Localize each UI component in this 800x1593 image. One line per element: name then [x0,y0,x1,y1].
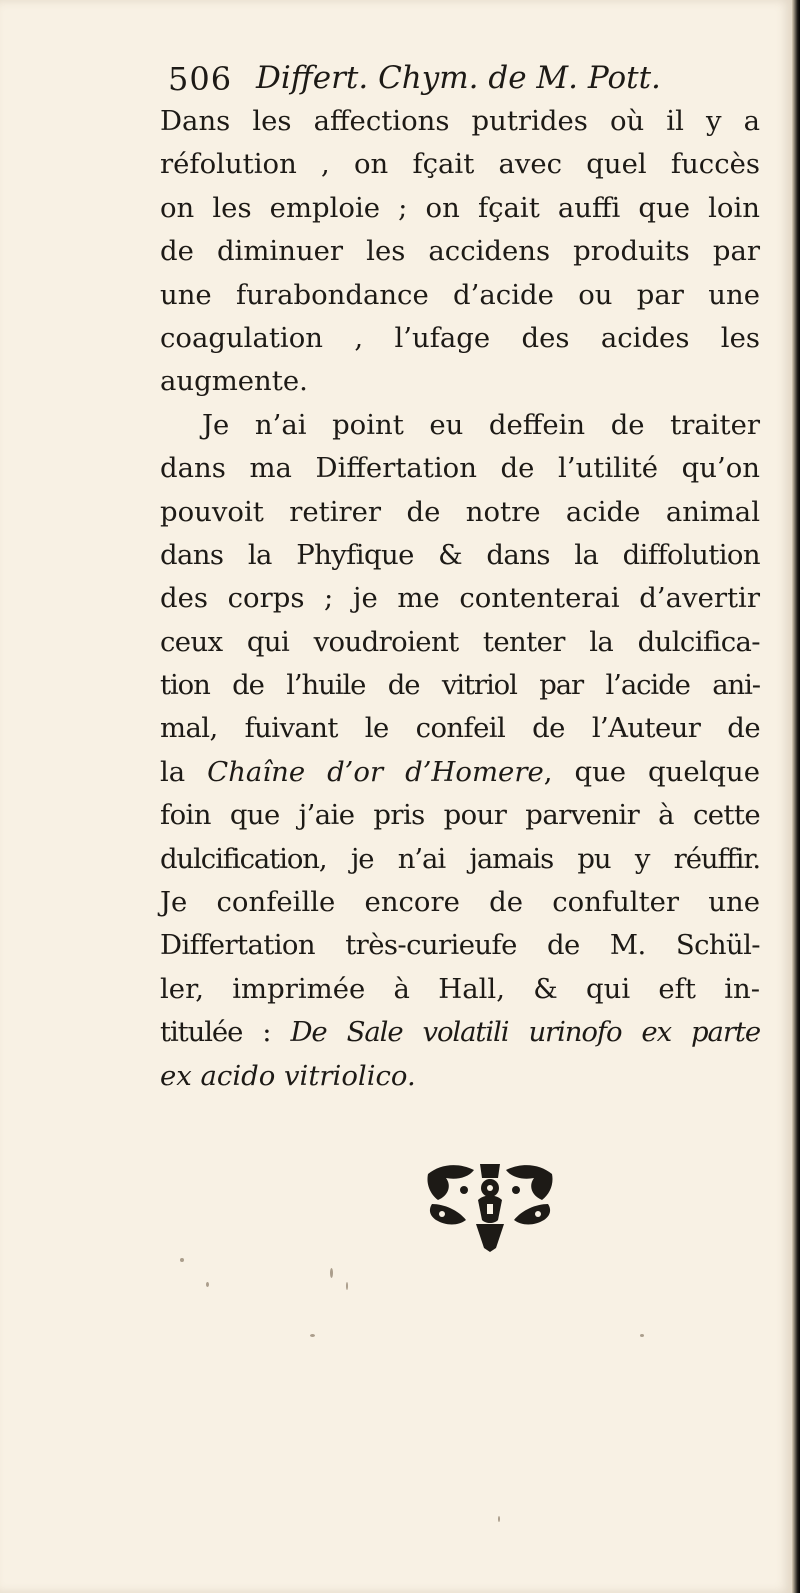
text-line: dans ma Differtation de l’utilité qu’on [160,452,760,485]
text-line: augmente. [160,365,308,398]
text-line [160,751,760,794]
text-line: foin que j’aie pris pour parvenir à cette [160,799,760,832]
text-line: une furabondance d’acide ou par une [160,278,760,311]
paper-speck [346,1282,348,1290]
text-line: ex acido vitriolico. [160,1059,416,1092]
page-number: 506 [168,60,233,98]
text-line: dulcification, je n’ai jamais pu y réuffir. [160,842,760,875]
text-line: réfolution , on fçait avec quel fuccès [160,148,760,181]
italic-title-chaine: Chaîne d’or d’Homere [207,755,544,788]
text-line: pouvoit retirer de notre acide animal [160,495,760,528]
text-line: de diminuer les accidens produits par [160,235,760,268]
text-line: Dans les affections putrides où il y a [160,105,760,137]
text-segment: titulée : [160,1016,291,1049]
text-line: on les emploie ; on fçait auffi que loin [160,191,760,224]
text-line: Je confeille encore de confulter une [160,886,760,919]
text-line: dans la Phyfique & dans la diffolution [160,538,760,571]
paper-speck [498,1516,500,1522]
text-line [160,1011,760,1054]
page-edge [792,0,800,1593]
body-text [160,100,760,1098]
paper-speck [330,1268,333,1278]
page-header [168,58,728,102]
text-line: tion de l’huile de vitriol par l’acide ani- [160,669,760,702]
printers-ornament-icon [418,1160,562,1252]
text-line: ler, imprimée à Hall, & qui eft in- [160,972,760,1005]
paper-speck [310,1334,315,1337]
text-line: ceux qui voudroient tenter la dulcifica- [160,625,760,658]
text-line: mal, fuivant le confeil de l’Auteur de [160,712,760,745]
running-title: Differt. Chym. de M. Pott. [256,60,661,96]
italic-latin-title: De Sale volatili urinofo ex parte [290,1016,760,1049]
text-line: coagulation , l’ufage des acides les [160,321,760,354]
paper-speck [640,1334,644,1337]
text-line: Differtation très-curieufe de M. Schül- [160,929,760,962]
paper-speck [180,1258,184,1262]
text-segment: la [160,755,208,788]
text-line: Je n’ai point eu deffein de traiter [202,408,760,441]
text-segment: , que quelque [543,755,760,788]
paper-speck [206,1282,209,1287]
text-line: des corps ; je me contenterai d’avertir [160,582,760,615]
